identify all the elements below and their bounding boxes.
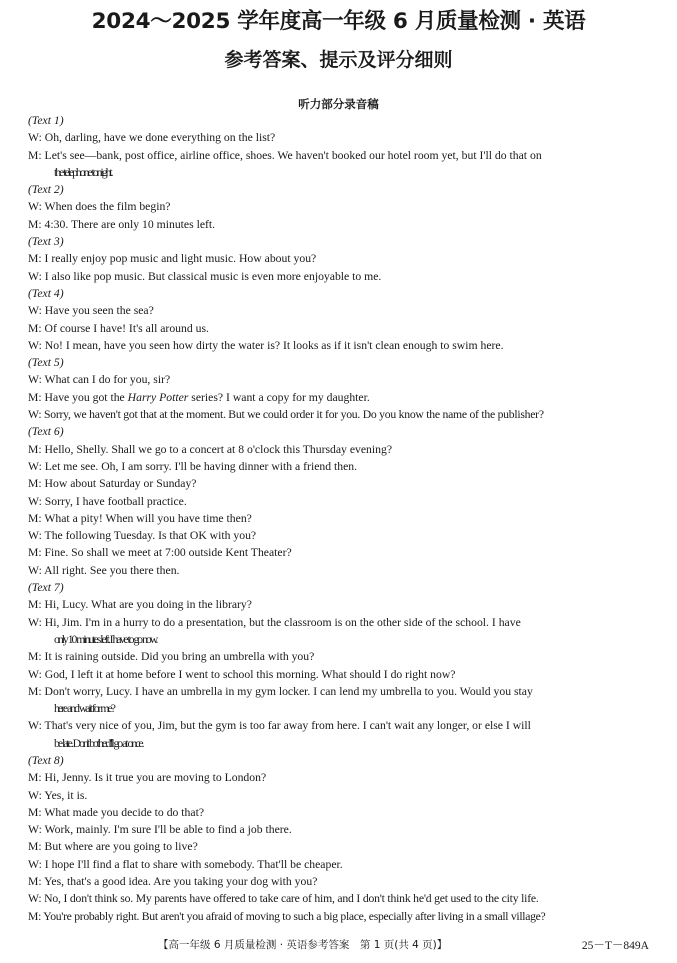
- dialogue-line: [28, 389, 656, 406]
- dialogue-line: W: What can I do for you, sir?: [28, 373, 171, 387]
- dialogue-line: W: No, I don't think so. My parents have offered to take care of him, and I don't think he'd get used to the city life.: [28, 892, 539, 906]
- dialogue-line: W: No! I mean, have you seen how dirty the water is? It looks as if it isn't clean enough to swim here.: [28, 338, 504, 352]
- dialogue-line: M: You're probably right. But aren't you afraid of moving to such a big place, especially after living in a small village?: [28, 909, 546, 923]
- dialogue-line: M: Hi, Lucy. What are you doing in the library?: [28, 598, 252, 612]
- dialogue-line: W: That's very nice of you, Jim, but the gym is too far away from here. I can't wait any longer, or else I will: [28, 719, 531, 733]
- dialogue-line: W: I also like pop music. But classical music is even more enjoyable to me.: [28, 269, 382, 283]
- book-title: Harry Potter: [127, 390, 189, 404]
- dialogue-line: [28, 406, 656, 423]
- dialogue-line: W: Work, mainly. I'm sure I'll be able to find a job there.: [28, 823, 292, 837]
- dialogue-line: M: Hello, Shelly. Shall we go to a concert at 8 o'clock this Thursday evening?: [28, 442, 393, 456]
- dialogue-line-continued: the telephone tonight.: [54, 165, 112, 179]
- footer-code: 25－T－849A: [581, 940, 649, 952]
- dialogue-line: M: But where are you going to live?: [28, 840, 198, 854]
- dialogue-line: M: 4:30. There are only 10 minutes left.: [28, 217, 216, 231]
- dialogue-line: M: Of course I have! It's all around us.: [28, 321, 209, 335]
- footer-page-info: 【高一年级 6 月质量检测 · 英语参考答案 第 1 页(共 4 页)】: [158, 939, 448, 951]
- dialogue-line-continued: be late. Don't bother. I'll go at once.: [54, 736, 143, 750]
- dialogue-text: series? I want a copy for my daughter.: [188, 390, 370, 404]
- dialogue-line: W: Sorry, I have football practice.: [28, 494, 187, 508]
- dialogue-line: W: Oh, darling, have we done everything on the list?: [28, 131, 276, 145]
- document-title: 2024～2025 学年度高一年级 6 月质量检测 · 英语: [91, 9, 586, 34]
- dialogue-line: M: Don't worry, Lucy. I have an umbrella in my gym locker. I can lend my umbrella to you. Would you stay: [28, 684, 533, 698]
- dialogue-line: W: I hope I'll find a flat to share with somebody. That'll be cheaper.: [28, 857, 343, 871]
- text-label: (Text 6): [28, 425, 64, 439]
- dialogue-line: W: The following Tuesday. Is that OK with you?: [28, 529, 257, 543]
- dialogue-line-continued: only 10 minutes left. I have to go now.: [54, 632, 157, 646]
- dialogue-line: M: How about Saturday or Sunday?: [28, 477, 197, 491]
- dialogue-line: M: It is raining outside. Did you bring an umbrella with you?: [28, 650, 315, 664]
- dialogue-line: W: Let me see. Oh, I am sorry. I'll be having dinner with a friend then.: [28, 459, 358, 473]
- dialogue-line: W: Hi, Jim. I'm in a hurry to do a presentation, but the classroom is on the other side of the school. I have: [28, 615, 521, 629]
- section-heading: 听力部分录音稿: [298, 97, 379, 111]
- dialogue-line: W: All right. See you there then.: [28, 563, 180, 577]
- dialogue-line: [28, 147, 656, 164]
- dialogue-line: M: Fine. So shall we meet at 7:00 outside Kent Theater?: [28, 546, 292, 560]
- dialogue-text: M: Have you got the: [28, 390, 128, 404]
- dialogue-line: W: Yes, it is.: [28, 788, 88, 802]
- dialogue-line: W: Have you seen the sea?: [28, 304, 154, 318]
- text-label: (Text 1): [28, 114, 64, 127]
- dialogue-line: M: What made you decide to do that?: [28, 805, 205, 819]
- text-label: (Text 8): [28, 753, 64, 767]
- document-subtitle: 参考答案、提示及评分细则: [224, 49, 453, 71]
- dialogue-text: W: Sorry, we haven't got that at the moment. But we could order it for you. Do you know the name of the publisher?: [28, 408, 544, 422]
- dialogue-line: W: When does the film begin?: [28, 200, 171, 214]
- dialogue-text: M: Let's see—bank, post office, airline office, shoes. We haven't booked our hotel room yet, but I'll do that on: [28, 148, 542, 162]
- page-footer: [0, 937, 677, 955]
- dialogue-line: W: God, I left it at home before I went to school this morning. What should I do right now?: [28, 667, 456, 681]
- dialogue-line: M: I really enjoy pop music and light music. How about you?: [28, 252, 317, 266]
- text-label: (Text 4): [28, 286, 64, 300]
- transcript-body: [28, 112, 656, 925]
- text-label: (Text 3): [28, 235, 64, 249]
- text-label: (Text 7): [28, 581, 64, 595]
- dialogue-line-continued: here and wait for me?: [54, 702, 114, 716]
- dialogue-line: M: Yes, that's a good idea. Are you taking your dog with you?: [28, 875, 318, 889]
- text-label: (Text 2): [28, 183, 64, 197]
- text-label: (Text 5): [28, 356, 64, 370]
- dialogue-line: M: What a pity! When will you have time then?: [28, 511, 252, 525]
- dialogue-line: M: Hi, Jenny. Is it true you are moving to London?: [28, 771, 267, 785]
